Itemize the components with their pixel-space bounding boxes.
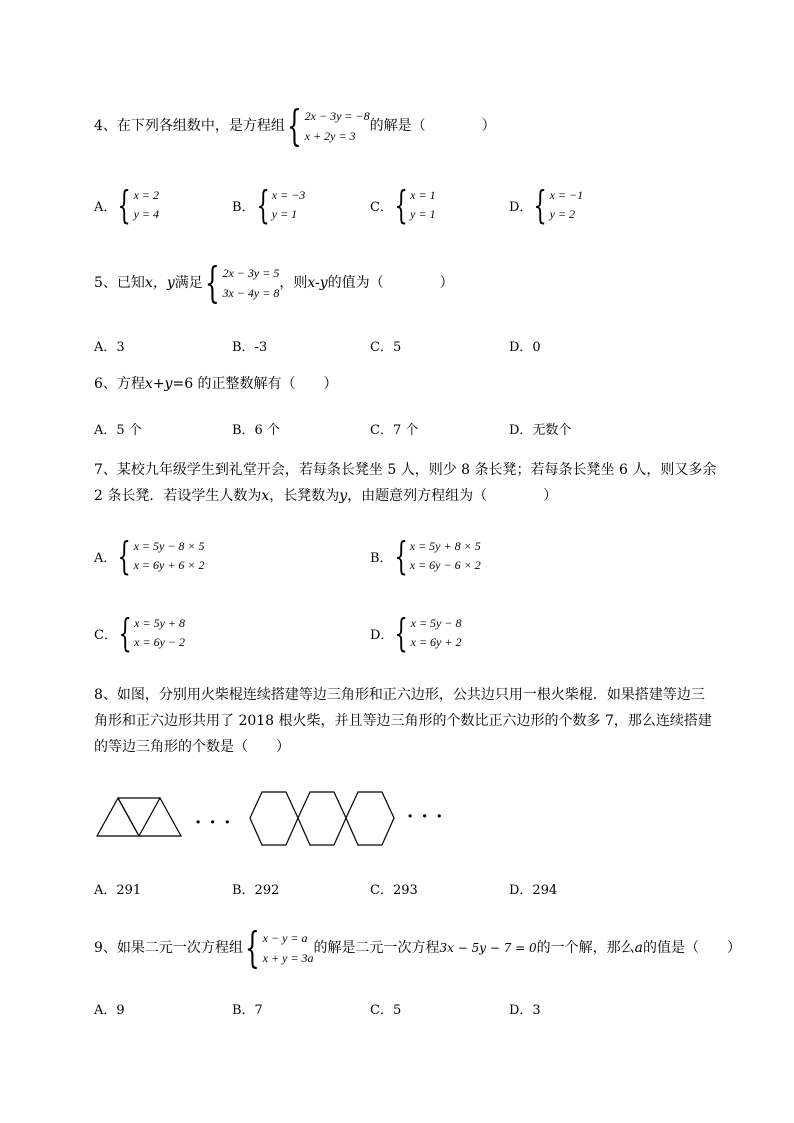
question-6-stem xyxy=(94,374,338,394)
question-7-line-1: 7、某校九年级学生到礼堂开会，若每条长凳坐 5 人，则少 8 条长凳；若每条长凳坐 6 人，则又多余 xyxy=(94,462,717,478)
brace-icon: { xyxy=(394,534,408,578)
equation-line: y = 1 xyxy=(410,207,436,221)
brace-icon: { xyxy=(286,101,302,150)
q9-option-a[interactable]: A．9 xyxy=(94,1003,125,1018)
brace-icon: { xyxy=(244,923,260,972)
option-label: C． xyxy=(370,199,393,215)
equation-line: y = 2 xyxy=(549,207,576,221)
question-5-vars: x，y xyxy=(144,275,175,291)
equation-line: y = 4 xyxy=(133,207,160,221)
option-label: C． xyxy=(94,627,117,643)
q7-option-a[interactable] xyxy=(94,534,205,578)
q7-option-c[interactable] xyxy=(94,611,185,655)
question-7-var: y xyxy=(339,488,348,504)
brace-icon: { xyxy=(533,183,548,227)
q8-option-c[interactable]: C．293 xyxy=(370,883,418,898)
question-7-line-2 xyxy=(94,486,557,506)
equation-line: 3x − 4y = 8 xyxy=(222,286,280,300)
q8-option-b[interactable]: B．292 xyxy=(232,883,280,898)
equation-line: x = 6y − 6 × 2 xyxy=(409,558,481,572)
q7-option-d[interactable] xyxy=(370,611,462,655)
q5-option-d[interactable]: D．0 xyxy=(509,340,541,355)
brace-icon: { xyxy=(117,183,132,227)
q5-option-c[interactable]: C．5 xyxy=(370,340,402,355)
q4-option-a[interactable] xyxy=(94,183,160,227)
equation-line: x + 2y = 3 xyxy=(304,129,356,143)
q4-option-b[interactable] xyxy=(232,183,306,227)
equation-line: x = 5y − 8 xyxy=(410,616,462,630)
equation-line: x = 5y + 8 × 5 xyxy=(409,539,481,553)
option-label: B． xyxy=(232,199,255,215)
brace-icon: { xyxy=(118,611,132,655)
equation-line: 2x − 3y = 5 xyxy=(222,266,280,280)
brace-icon: { xyxy=(394,183,408,227)
equation-line: x = 2 xyxy=(133,188,160,202)
question-5-text: 满足 xyxy=(174,275,203,291)
q6-option-c[interactable]: C．7 个 xyxy=(370,423,419,438)
question-8-line-2: 角形和正六边形共用了 2018 根火柴，并且等边三角形的个数比正六边形的个数多 7，那么连续搭建 xyxy=(94,713,712,729)
q4-option-d[interactable] xyxy=(509,183,584,227)
hexagons-figure xyxy=(248,788,408,852)
brace-icon: { xyxy=(394,611,409,655)
equation-line: x − y = a xyxy=(262,931,308,945)
question-5-text: 的值为（ ） xyxy=(327,275,454,291)
q9-option-b[interactable]: B．7 xyxy=(232,1003,263,1018)
option-label: A． xyxy=(94,550,117,566)
question-5-text: 5、已知 xyxy=(94,275,145,291)
question-7-text: 2 条长凳．若设学生人数为 xyxy=(94,488,262,504)
question-5-stem xyxy=(94,258,454,307)
ellipsis-2: · · · xyxy=(407,806,444,827)
equation-line: 2x − 3y = −8 xyxy=(304,109,370,123)
question-8-line-1: 8、如图，分别用火柴棍连续搭建等边三角形和正六边形，公共边只用一根火柴棍．如果搭建等边三 xyxy=(94,687,705,703)
question-9-text: 的值是（ ） xyxy=(643,940,742,956)
equation-line: x + y = 3a xyxy=(262,951,314,965)
brace-icon: { xyxy=(256,183,270,227)
q5-option-a[interactable]: A．3 xyxy=(94,340,125,355)
brace-icon: { xyxy=(117,534,132,578)
option-label: D． xyxy=(509,199,533,215)
question-9-text: 9、如果二元一次方程组 xyxy=(94,940,243,956)
q8-option-d[interactable]: D．294 xyxy=(509,883,558,898)
q6-option-b[interactable]: B．6 个 xyxy=(232,423,280,438)
question-4-text-after: 的解是（ ） xyxy=(369,118,496,134)
question-9-equation: 3x − 5y − 7 = 0 xyxy=(439,941,537,955)
question-6-expr: x+y xyxy=(144,376,173,392)
equation-line: y = 1 xyxy=(271,207,298,221)
equation-line: x = −3 xyxy=(271,188,306,202)
question-7-text: ，长凳数为 xyxy=(269,488,340,504)
question-9-text: 的一个解，那么 xyxy=(536,940,635,956)
question-9-var: a xyxy=(634,940,644,956)
equation-line: x = 1 xyxy=(410,188,436,202)
question-5-text: ，则 xyxy=(279,275,308,291)
equation-line: x = 5y + 8 xyxy=(134,616,185,630)
triangles-shape xyxy=(97,798,181,836)
q7-option-b[interactable] xyxy=(370,534,481,578)
q6-option-d[interactable]: D．无数个 xyxy=(509,423,572,438)
q5-option-b[interactable]: B．-3 xyxy=(232,340,268,355)
hexagons-shape xyxy=(250,792,394,845)
question-8-line-3: 的等边三角形的个数是（ ） xyxy=(94,739,290,755)
option-label: A． xyxy=(94,199,117,215)
option-label: D． xyxy=(370,627,394,643)
question-9-text: 的解是二元一次方程 xyxy=(313,940,440,956)
q6-option-a[interactable]: A．5 个 xyxy=(94,423,142,438)
q4-option-c[interactable] xyxy=(370,183,436,227)
q8-option-a[interactable]: A．291 xyxy=(94,883,142,898)
question-5-expr: x-y xyxy=(307,275,328,291)
question-5-system xyxy=(203,258,280,307)
question-4-text-before: 4、在下列各组数中，是方程组 xyxy=(94,118,285,134)
q9-option-c[interactable]: C．5 xyxy=(370,1003,402,1018)
brace-icon: { xyxy=(204,258,220,307)
equation-line: x = 6y − 2 xyxy=(134,635,185,649)
question-6-text: 6、方程 xyxy=(94,376,145,392)
equation-line: x = 6y + 2 xyxy=(410,635,462,649)
triangles-figure xyxy=(95,792,195,842)
q9-option-d[interactable]: D．3 xyxy=(509,1003,541,1018)
question-6-text: =6 的正整数解有（ ） xyxy=(172,376,338,392)
option-label: B． xyxy=(370,550,393,566)
question-4-stem xyxy=(94,101,496,150)
equation-line: x = −1 xyxy=(549,188,584,202)
question-9-stem xyxy=(94,923,742,972)
question-7-var: x xyxy=(261,488,270,504)
question-4-system xyxy=(285,101,370,150)
question-7-text: ，由题意列方程组为（ ） xyxy=(347,488,558,504)
equation-line: x = 5y − 8 × 5 xyxy=(133,539,205,553)
equation-line: x = 6y + 6 × 2 xyxy=(133,558,205,572)
ellipsis-1: · · · xyxy=(195,812,232,833)
question-9-system xyxy=(243,923,314,972)
